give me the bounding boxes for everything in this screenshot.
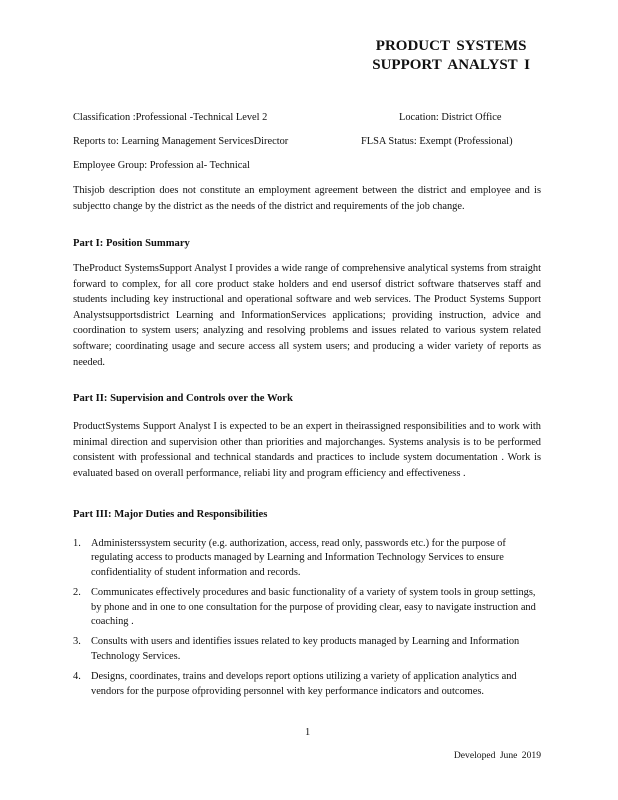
part-1-text: TheProduct SystemsSupport Analyst I provides a wide range of comprehensive analytical systems from straight forward to complex, for all core product stake holders and end usersof district software thatserves staff and students including key instructional and operational software and web services. The Product Systems Support Analystsupportsdistrict Learning and InformationServices applications; providing instruction, advice and coordination to system users; analyzing and resolving problems and issues related to various system related software; coordinating usage and secure access all system users; and producing a wider variety of reports as needed. — [73, 263, 541, 368]
part-1-heading: Part I: Position Summary — [73, 238, 190, 249]
title-line-1: PRODUCT SYSTEMS — [375, 38, 527, 54]
classification: Classification :Professional -Technical Level 2 — [73, 112, 268, 123]
duties-list — [73, 537, 541, 705]
title-line-2: SUPPORT ANALYST I — [372, 57, 530, 73]
developed-date: Developed June 2019 — [453, 750, 541, 761]
document-title — [372, 37, 530, 75]
duty-item — [73, 586, 541, 629]
part-3-heading: Part III: Major Duties and Responsibilities — [73, 509, 268, 520]
duty-text: Administerssystem security (e.g. authorization, access, read only, passwords etc.) for the purpose of regulating access to products managed by Learning and Information Technology Services to ensure confidentiality of student information and records. — [91, 538, 506, 578]
duty-item — [73, 635, 541, 664]
duty-number: 2. — [73, 587, 81, 599]
duty-text: Designs, coordinates, trains and develops report options utilizing a variety of application analytics and vendors for the purpose ofproviding personnel with key performance indicators and outcomes. — [91, 671, 517, 697]
employee-group: Employee Group: Profession al- Technical — [73, 160, 250, 171]
location: Location: District Office — [399, 112, 502, 123]
duty-item — [73, 537, 541, 580]
flsa-status: FLSA Status: Exempt (Professional) — [361, 136, 513, 147]
duty-number: 1. — [73, 538, 81, 549]
part-2-text: ProductSystems Support Analyst I is expected to be an expert in theirassigned responsibilities and to work with minimal direction and supervision other than priorities and majorchanges. Systems analysis is to be performed consistent with professional and technical standards and practices to include system documentation . Work is evaluated based on overall performance, reliabi lity and program efficiency and effectiveness . — [73, 421, 541, 479]
disclaimer: Thisjob description does not constitute an employment agreement between the district and employee and is subjectto change by the district as the needs of the district and requirements of the job change. — [73, 185, 541, 212]
part-2-heading: Part II: Supervision and Controls over the Work — [73, 393, 293, 404]
reports-to: Reports to: Learning Management ServicesDirector — [73, 136, 289, 147]
duty-text: Consults with users and identifies issues related to key products managed by Learning and Information Technology Services. — [91, 636, 520, 662]
page-number: 1 — [305, 727, 311, 738]
duty-text: Communicates effectively procedures and basic functionality of a variety of system tools in group settings, by phone and in one to one consultation for the purpose of providing clear, easy to navigate instruction and coaching . — [91, 587, 536, 628]
duty-number: 3. — [73, 636, 81, 648]
duty-number: 4. — [73, 671, 81, 683]
duty-item — [73, 670, 541, 699]
